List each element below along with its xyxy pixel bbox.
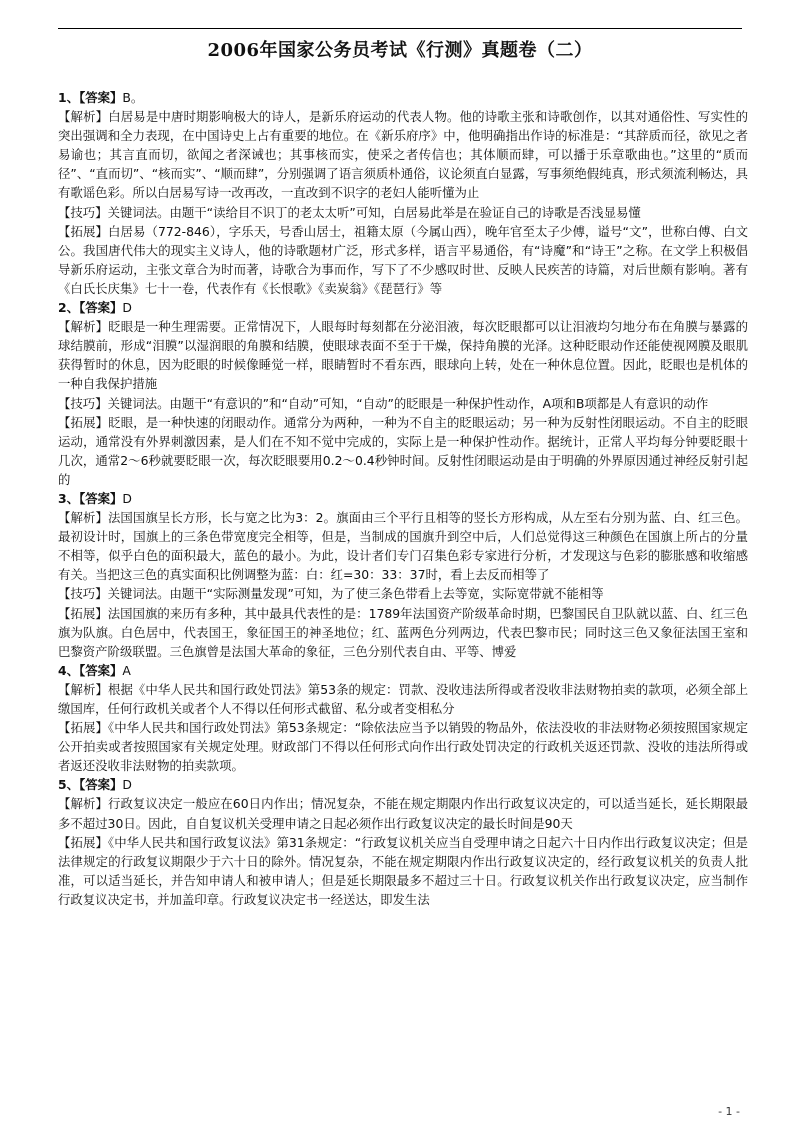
question-2-extension: 【拓展】眨眼，是一种快速的闭眼动作。通常分为两种，一种为不自主的眨眼运动；另一种为反射性闭眼运动。不自主的眨眼运动，通常没有外界刺激因素，是人们在不知不觉中完成的，实际上是一种保护性动作。据统计，正常人平均每分钟要眨眼十几次，通常2～6秒就要眨眼一次，每次眨眼要用0.2～0.4秒钟时间。反射性闭眼运动是由于明确的外界原因通过神经反射引起的 [58, 414, 749, 487]
answer-value: D [122, 300, 132, 316]
question-3-analysis: 【解析】法国国旗呈长方形，长与宽之比为3：2。旗面由三个平行且相等的竖长方形构成，从左至右分别为蓝、白、红三色。最初设计时，国旗上的三条色带宽度完全相等，但是，当制成的国旗升到空中后，人们总觉得这三种颜色在国旗上所占的分量不相等，似乎白色的面积最大，蓝色的最小。为此，设计者们专门召集色彩专家进行分析，才发现这与色彩的膨胀感和收缩感有关。当把这三色的真实面积比例调整为蓝：白：红=30：33：37时，看上去反而相等了 [58, 510, 748, 583]
question-4-answer: 4、【答案】A [58, 662, 131, 678]
answer-value: A [122, 662, 131, 678]
question-3-extension: 【拓展】法国国旗的来历有多种，其中最具代表性的是：1789年法国资产阶级革命时期，巴黎国民自卫队就以蓝、白、红三色旗为队旗。白色居中，代表国王，象征国王的神圣地位；红、蓝两色分列两边，代表巴黎市民；同时这三色又象征法国王室和巴黎资产阶级联盟。三色旗曾是法国大革命的象征，三色分别代表自由、平等、博爱 [58, 605, 748, 659]
answer-value: D [122, 490, 132, 506]
page-title: 2006年国家公务员考试《行测》真题卷（二） [207, 40, 593, 61]
question-5-extension: 【拓展】《中华人民共和国行政复议法》第31条规定：“行政复议机关应当自受理申请之日起六十日内作出行政复议决定；但是法律规定的行政复议期限少于六十日的除外。情况复杂，不能在规定期限内作出行政复议决定的，经行政复议机关的负责人批准，可以适当延长，并告知申请人和被申请人；但是延长期限最多不超过三十日。行政复议机关作出行政复议决定，应当制作行政复议决定书，并加盖印章。行政复议决定书一经送达，即发生法 [58, 834, 748, 907]
question-3-skill: 【技巧】关键词法。由题干“实际测量发现”可知，为了使三条色带看上去等宽，实际宽带就不能相等 [58, 586, 604, 602]
document-body [58, 88, 748, 909]
question-4-extension: 【拓展】《中华人民共和国行政处罚法》第53条规定：“除依法应当予以销毁的物品外，依法没收的非法财物必须按照国家规定公开拍卖或者按照国家有关规定处理。财政部门不得以任何形式向作出行政处罚决定的行政机关返还罚款、没收的违法所得或者返还没收非法财物的拍卖款项。 [58, 720, 748, 774]
question-1-skill: 【技巧】关键词法。由题干“读给目不识丁的老太太听”可知，白居易此举是在验证自己的诗歌是否浅显易懂 [58, 204, 641, 220]
question-4-analysis: 【解析】根据《中华人民共和国行政处罚法》第53条的规定：罚款、没收违法所得或者没收非法财物拍卖的款项，必须全部上缴国库，任何行政机关或者个人不得以任何形式截留、私分或者变相私分 [58, 681, 748, 716]
page-number: - 1 - [718, 1105, 740, 1118]
question-5-answer: 5、【答案】D [58, 777, 132, 793]
question-2-skill: 【技巧】关键词法。由题干“有意识的”和“自动”可知，“自动”的眨眼是一种保护性动作，A项和B项都是人有意识的动作 [58, 395, 709, 411]
question-1-analysis: 【解析】白居易是中唐时期影响极大的诗人，是新乐府运动的代表人物。他的诗歌主张和诗歌创作，以其对通俗性、写实性的突出强调和全力表现，在中国诗史上占有重要的地位。在《新乐府序》中，他明确指出作诗的标准是：“其辞质而径，欲见之者易谕也；其言直而切，欲闻之者深诫也；其事核而实，使采之者传信也；其体顺而肆，可以播于乐章歌曲也。”这里的“质而径”、“直而切”、“核而实”、“顺而肆”，分别强调了语言须质朴通俗，议论须直白显露，写事须绝假纯真，形式须流利畅达，具有歌谣色彩。所以白居易写诗一改再改，一直改到不识字的老妇人能听懂为止 [58, 109, 749, 201]
question-2-analysis: 【解析】眨眼是一种生理需要。正常情况下，人眼每时每刻都在分泌泪液，每次眨眼都可以让泪液均匀地分布在角膜与暴露的球结膜前，形成“泪膜”以湿润眼的角膜和结膜，使眼球表面不至于干燥，保持角膜的光泽。这种眨眼动作还能使视网膜及眼肌获得暂时的休息，因为眨眼的时候像睡觉一样，眼睛暂时不看东西，眼球向上转，处在一种休息位置。因此，眨眼也是机体的一种自我保护措施 [58, 319, 749, 392]
header-rule [58, 28, 742, 29]
question-2-answer: 2、【答案】D [58, 300, 132, 316]
answer-value: B。 [122, 90, 144, 105]
question-5-analysis: 【解析】行政复议决定一般应在60日内作出；情况复杂，不能在规定期限内作出行政复议决定的，可以适当延长，延长期限最多不超过30日。因此，自自复议机关受理申请之日起必须作出行政复议决定的最长时间是90天 [58, 796, 748, 831]
question-3-answer: 3、【答案】D [58, 490, 132, 506]
answer-value: D [122, 777, 132, 793]
question-1-extension: 【拓展】白居易（772-846），字乐天，号香山居士，祖籍太原（今属山西），晚年官至太子少傅，谥号“文”，世称白傅、白文公。我国唐代伟大的现实主义诗人，他的诗歌题材广泛，形式多样，语言平易通俗，有“诗魔”和“诗王”之称。在文学上积极倡导新乐府运动，主张文章合为时而著，诗歌合为事而作，写下了不少感叹时世、反映人民疾苦的诗篇，对后世颇有影响。著有《白氏长庆集》七十一卷，代表作有《长恨歌》《卖炭翁》《琵琶行》等 [58, 223, 749, 296]
question-1-answer: 1、【答案】B。 [58, 90, 144, 105]
